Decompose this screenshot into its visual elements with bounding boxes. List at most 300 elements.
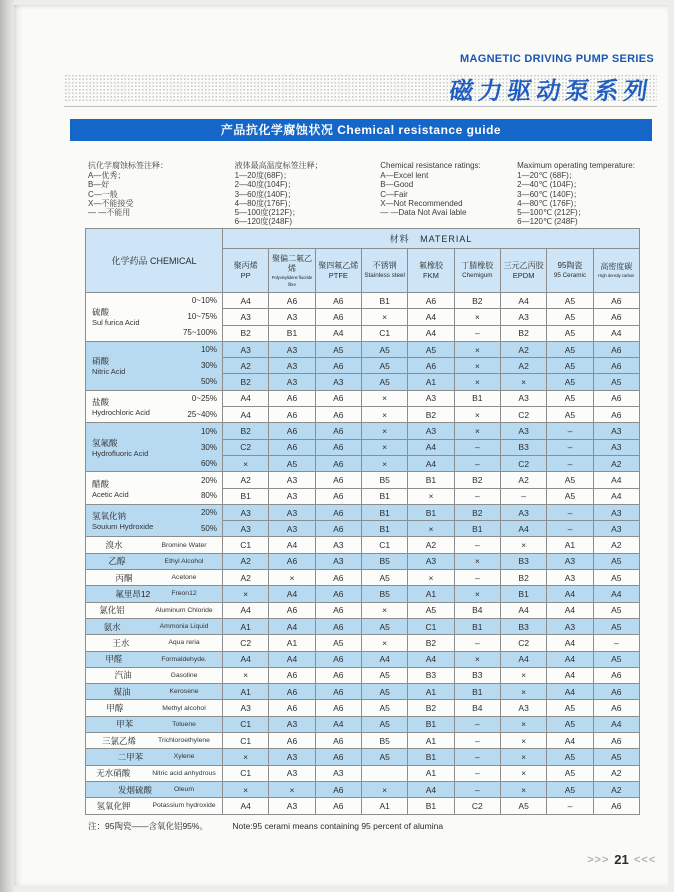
legend-item: 5—100度(212F)； — [234, 208, 300, 218]
chevrons-left-icon: <<< — [633, 853, 656, 866]
rating-cell: A4 — [547, 733, 593, 749]
chemical-name-cell — [86, 765, 223, 781]
rating-cell: A2 — [500, 341, 546, 357]
rating-cell: × — [454, 586, 500, 602]
chemical-name-cell — [86, 293, 223, 342]
table-row — [86, 733, 640, 749]
concentration-label: 10~75% — [187, 312, 217, 322]
chemical-name-en: Toluene — [172, 720, 196, 728]
rating-cell: A3 — [547, 618, 593, 634]
rating-cell: A3 — [315, 553, 361, 569]
rating-cell: B4 — [454, 602, 500, 618]
rating-cell: B2 — [408, 700, 454, 716]
concentration-label: 10% — [200, 426, 217, 436]
rating-cell: A5 — [361, 749, 407, 765]
rating-cell: A5 — [408, 341, 454, 357]
chemical-name-zh: 煤油 — [113, 686, 131, 697]
legend-item: — —Data Not Avai lable — [380, 208, 467, 218]
section-title-bar: 产品抗化学腐蚀状况 Chemical resistance guide — [70, 119, 652, 141]
rating-cell: C1 — [361, 537, 407, 553]
rating-cell: B1 — [454, 390, 500, 406]
rating-cell: × — [454, 374, 500, 390]
rating-cell: A6 — [269, 390, 315, 406]
rating-cell: × — [223, 749, 269, 765]
rating-cell: A5 — [547, 341, 593, 357]
chemical-name-en: Ethyl Alcohol — [164, 557, 204, 565]
chemical-name-zh: 溴水 — [105, 540, 123, 551]
rating-cell: × — [454, 341, 500, 357]
rating-cell: × — [500, 374, 546, 390]
rating-cell: A6 — [593, 798, 639, 814]
chemical-resistance-table — [85, 228, 640, 815]
legend-item: — —不能用 — [88, 208, 131, 218]
rating-cell: B1 — [269, 325, 315, 341]
rating-cell: – — [500, 488, 546, 504]
rating-cell: × — [454, 651, 500, 667]
rating-cell: – — [547, 521, 593, 537]
rating-cell: A5 — [547, 716, 593, 732]
rating-cell: B2 — [500, 570, 546, 586]
material-name-zh: 丁腈橡胶 — [461, 261, 494, 270]
chemical-name-en: Hydrofluoric Acid — [92, 448, 149, 458]
series-title-english: MAGNETIC DRIVING PUMP SERIES — [460, 53, 654, 65]
rating-cell: – — [593, 635, 639, 651]
rating-cell: C2 — [500, 407, 546, 423]
material-column-header — [361, 249, 407, 293]
rating-cell: – — [454, 635, 500, 651]
rating-cell — [361, 765, 407, 781]
concentration-label: 0~10% — [191, 296, 217, 306]
table-row — [86, 472, 640, 488]
rating-cell: A3 — [223, 504, 269, 520]
rating-cell: × — [454, 553, 500, 569]
rating-cell: A6 — [315, 570, 361, 586]
rating-cell: – — [454, 325, 500, 341]
legend-title: 液体最高温度标签注释； — [234, 161, 323, 170]
table-row — [86, 749, 640, 765]
table-row — [86, 570, 640, 586]
rating-cell: C1 — [223, 765, 269, 781]
rating-cell: A3 — [269, 716, 315, 732]
rating-cell: A2 — [500, 472, 546, 488]
material-name-en: Stainless steel — [364, 272, 405, 279]
rating-cell: A5 — [593, 570, 639, 586]
rating-cell: × — [361, 455, 407, 471]
chemical-name-en: Aluminum Chloride — [155, 606, 213, 614]
rating-cell: A6 — [593, 341, 639, 357]
table-row — [86, 716, 640, 732]
rating-cell: C1 — [223, 733, 269, 749]
rating-cell: × — [454, 423, 500, 439]
rating-cell: A1 — [547, 537, 593, 553]
chemical-name-en: Kerosene — [169, 688, 199, 696]
material-name-zh: 聚丙烯 — [233, 261, 258, 270]
table-row — [86, 293, 640, 309]
rating-cell: A5 — [547, 358, 593, 374]
halftone-dot-band — [64, 74, 657, 103]
chemical-name-zh: 氢氧化钠 — [92, 511, 127, 522]
rating-cell: A4 — [408, 651, 454, 667]
rating-cell: C1 — [408, 618, 454, 634]
material-name-zh: 不锈钢 — [372, 261, 397, 270]
rating-cell: B3 — [500, 553, 546, 569]
rating-cell: A4 — [223, 602, 269, 618]
concentration-label: 50% — [200, 377, 217, 387]
rating-cell: A2 — [593, 781, 639, 797]
legend-item: 2—40℃ (104F)； — [517, 180, 582, 190]
rating-cell: A1 — [408, 684, 454, 700]
chemical-name-en: Bromine Water — [161, 541, 207, 549]
chemical-name-cell — [86, 716, 223, 732]
table-row — [86, 684, 640, 700]
rating-cell: A5 — [361, 667, 407, 683]
chemical-name-en: Nitric Acid — [92, 367, 126, 377]
material-name-zh: 氟橡胶 — [418, 261, 443, 270]
material-column-header — [454, 249, 500, 293]
rating-cell: C1 — [223, 716, 269, 732]
chemical-name-zh: 三氯乙烯 — [102, 735, 137, 746]
concentration-list — [187, 391, 217, 423]
rating-cell: – — [454, 765, 500, 781]
rating-cell: A4 — [223, 798, 269, 814]
table-row — [86, 553, 640, 569]
rating-cell: A6 — [593, 667, 639, 683]
chemical-name-en: Aqua reria — [168, 639, 200, 647]
legend-item: B—好 — [88, 180, 110, 190]
chemical-name-en: Souium Hydroxide — [92, 522, 154, 532]
rating-cell: A6 — [593, 407, 639, 423]
concentration-label: 50% — [200, 524, 217, 534]
legend-item: A—优秀； — [88, 171, 126, 181]
rating-cell: A6 — [269, 602, 315, 618]
rating-cell: B5 — [361, 472, 407, 488]
concentration-list — [183, 293, 217, 341]
chemical-name-zh: 氨水 — [103, 621, 121, 632]
footnote-chinese: 注：95陶瓷——含氧化铝95%。 — [88, 821, 208, 831]
rating-cell: A4 — [547, 635, 593, 651]
rating-cell: A5 — [547, 407, 593, 423]
rating-cell: B1 — [223, 488, 269, 504]
rating-cell: A5 — [547, 765, 593, 781]
series-title-chinese: 磁力驱动泵系列 — [447, 77, 655, 105]
rating-cell: A6 — [593, 684, 639, 700]
chemical-name-zh: 盐酸 — [92, 397, 110, 408]
rating-cell: A4 — [223, 407, 269, 423]
rating-cell: A3 — [269, 521, 315, 537]
chemical-name-cell — [86, 341, 223, 390]
rating-cell: × — [500, 716, 546, 732]
rating-cell: A6 — [315, 602, 361, 618]
rating-cell: B1 — [454, 618, 500, 634]
rating-cell: A6 — [593, 390, 639, 406]
material-name-zh: 95陶瓷 — [557, 261, 583, 270]
rating-cell: A4 — [269, 537, 315, 553]
concentration-label: 10% — [200, 345, 217, 355]
rating-cell: A3 — [500, 700, 546, 716]
rating-cell: A4 — [361, 651, 407, 667]
rating-cell: A4 — [593, 325, 639, 341]
rating-cell: × — [500, 781, 546, 797]
rating-cell: B3 — [500, 439, 546, 455]
material-name-en: High density carbon — [598, 273, 635, 278]
chemical-name-zh: 氟里昂12 — [115, 588, 151, 599]
rating-cell: A4 — [408, 781, 454, 797]
rating-cell: A6 — [593, 700, 639, 716]
rating-cell: A3 — [408, 553, 454, 569]
chemical-name-zh: 氯化铝 — [99, 605, 125, 616]
rating-cell: A4 — [593, 472, 639, 488]
rating-cell: A6 — [315, 586, 361, 602]
rating-cell: A5 — [361, 570, 407, 586]
legend-item: 1—20度(68F)； — [234, 171, 292, 181]
rating-cell: A6 — [315, 455, 361, 471]
rating-cell: A6 — [315, 667, 361, 683]
concentration-list — [201, 423, 217, 471]
rating-cell: A4 — [223, 651, 269, 667]
concentration-label: 0~25% — [191, 394, 217, 404]
chemical-name-cell — [86, 798, 223, 814]
chemical-name-en: Acetone — [171, 574, 197, 582]
rating-cell: B1 — [408, 749, 454, 765]
legend-item: X—不能接受 — [88, 198, 134, 208]
rating-cell: A6 — [408, 293, 454, 309]
rating-cell: A5 — [361, 618, 407, 634]
rating-cell: A3 — [315, 765, 361, 781]
legend-item: 3—60℃ (140F)； — [517, 189, 582, 199]
chemical-name-cell — [86, 781, 223, 797]
table-row — [86, 700, 640, 716]
chemical-name-zh: 硫酸 — [92, 307, 110, 318]
chemical-name-en: Nitric acid anhydrous — [152, 769, 216, 777]
rating-cell: A5 — [315, 341, 361, 357]
concentration-label: 20% — [200, 508, 217, 518]
chemical-name-cell — [86, 651, 223, 667]
rating-cell: A3 — [269, 472, 315, 488]
rating-cell: A6 — [315, 423, 361, 439]
rating-cell: A5 — [547, 488, 593, 504]
chemical-name-zh: 氢氟酸 — [92, 437, 118, 448]
rating-cell: – — [454, 716, 500, 732]
legend-ratings-zh — [88, 161, 235, 226]
legend-item: 6—120度(248F) — [234, 217, 292, 227]
chemical-name-en: Oleum — [173, 786, 195, 794]
rating-cell: B1 — [408, 716, 454, 732]
rating-cell: A4 — [269, 586, 315, 602]
rating-cell: A3 — [269, 374, 315, 390]
rating-cell: A5 — [500, 798, 546, 814]
chemical-name-zh: 汽油 — [114, 670, 132, 681]
rating-cell: A2 — [223, 472, 269, 488]
rating-cell: – — [454, 455, 500, 471]
rating-cell: A4 — [500, 651, 546, 667]
rating-cell: A6 — [593, 733, 639, 749]
rating-cell: A4 — [408, 439, 454, 455]
material-group-header: 材料 MATERIAL — [223, 229, 640, 249]
legend-item: A—Excel lent — [380, 171, 429, 181]
material-column-header — [593, 249, 639, 293]
rating-cell: A6 — [269, 423, 315, 439]
rating-cell: A6 — [315, 293, 361, 309]
rating-cell: × — [500, 537, 546, 553]
rating-cell: A6 — [593, 293, 639, 309]
chemical-name-zh: 发烟硫酸 — [117, 784, 152, 795]
table-row — [86, 618, 640, 634]
rating-cell: A4 — [223, 390, 269, 406]
rating-cell: B1 — [454, 684, 500, 700]
rating-cell: × — [269, 781, 315, 797]
concentration-label: 80% — [200, 491, 217, 501]
legend-ratings-en — [380, 161, 517, 226]
concentration-label: 30% — [200, 361, 217, 371]
rating-cell: × — [361, 635, 407, 651]
rating-cell: – — [454, 488, 500, 504]
concentration-list — [201, 505, 217, 537]
rating-cell: × — [223, 781, 269, 797]
rating-cell: A1 — [223, 618, 269, 634]
chemical-name-zh: 乙醇 — [108, 556, 126, 567]
rating-cell: A3 — [269, 309, 315, 325]
rating-cell: × — [361, 390, 407, 406]
footnote — [88, 820, 443, 832]
rating-cell: A3 — [547, 570, 593, 586]
rating-cell: A2 — [223, 553, 269, 569]
rating-cell: B5 — [361, 553, 407, 569]
chemical-name-zh: 甲醛 — [105, 654, 123, 665]
chemical-name-cell — [86, 684, 223, 700]
rating-cell: – — [454, 570, 500, 586]
chemical-name-en: Formaldehyde. — [161, 655, 207, 663]
rating-cell: A6 — [315, 358, 361, 374]
chemical-name-en: Freon12 — [171, 590, 197, 598]
material-name-en: PTFE — [328, 271, 348, 280]
rating-cell: – — [454, 537, 500, 553]
rating-cell: C2 — [500, 635, 546, 651]
material-name-en: FKM — [423, 271, 439, 280]
rating-cell: A6 — [315, 798, 361, 814]
rating-cell: A5 — [269, 455, 315, 471]
rating-cell: A5 — [547, 781, 593, 797]
rating-cell: A6 — [315, 618, 361, 634]
concentration-label: 60% — [200, 458, 217, 468]
rating-cell: – — [547, 439, 593, 455]
material-column-header — [547, 249, 593, 293]
chemical-name-cell — [86, 423, 223, 472]
rating-cell: A3 — [500, 423, 546, 439]
chemical-name-zh: 甲苯 — [116, 719, 134, 730]
chemical-name-cell — [86, 553, 223, 569]
rating-cell: B2 — [223, 423, 269, 439]
rating-cell: A5 — [593, 618, 639, 634]
rating-cell: B3 — [454, 667, 500, 683]
concentration-label: 30% — [200, 442, 217, 452]
table-row — [86, 586, 640, 602]
rating-cell: B1 — [408, 472, 454, 488]
rating-cell: A6 — [269, 407, 315, 423]
table-row — [86, 798, 640, 814]
rating-cell: A6 — [315, 407, 361, 423]
legend-item: X—Not Recommended — [380, 198, 463, 208]
rating-cell: A2 — [408, 537, 454, 553]
rating-cell: – — [454, 439, 500, 455]
concentration-list — [201, 342, 217, 390]
rating-cell: A5 — [361, 700, 407, 716]
rating-cell: × — [223, 667, 269, 683]
rating-cell: A6 — [315, 390, 361, 406]
rating-cell: A6 — [315, 309, 361, 325]
material-name-zh: 聚四氟乙烯 — [318, 261, 359, 270]
rating-cell: A3 — [269, 488, 315, 504]
rating-cell: A1 — [408, 733, 454, 749]
rating-cell: A4 — [547, 667, 593, 683]
rating-cell: A6 — [593, 358, 639, 374]
legend-title: Chemical resistance ratings: — [380, 161, 481, 170]
chemical-name-en: Methyl alcohol — [162, 704, 206, 712]
rating-cell: A5 — [408, 602, 454, 618]
rating-cell: A1 — [408, 374, 454, 390]
rating-cell: × — [361, 423, 407, 439]
table-row — [86, 423, 640, 439]
rating-cell: × — [408, 488, 454, 504]
rating-cell: × — [454, 358, 500, 374]
rating-cell: A5 — [547, 700, 593, 716]
table-row — [86, 765, 640, 781]
chemical-name-cell — [86, 635, 223, 651]
rating-cell: A4 — [547, 602, 593, 618]
legend-item: 3—60度(140F)； — [234, 189, 296, 199]
rating-cell: A4 — [547, 684, 593, 700]
rating-cell: A4 — [593, 716, 639, 732]
material-name-zh: 三元乙丙胶 — [503, 261, 544, 270]
resistance-table-body — [86, 293, 640, 815]
rating-cell: A2 — [593, 537, 639, 553]
rating-cell: × — [500, 684, 546, 700]
rating-cell: C2 — [454, 798, 500, 814]
table-row — [86, 781, 640, 797]
rating-cell: – — [547, 798, 593, 814]
rating-cell: A5 — [361, 374, 407, 390]
rating-cell: A5 — [547, 293, 593, 309]
rating-cell: B5 — [361, 586, 407, 602]
rating-cell: – — [454, 749, 500, 765]
chemical-name-cell — [86, 586, 223, 602]
rating-cell: A5 — [315, 635, 361, 651]
material-name-en: PP — [240, 271, 251, 280]
legend-item: 4—80度(176F)； — [234, 198, 296, 208]
rating-cell: A6 — [315, 749, 361, 765]
rating-cell: A5 — [593, 374, 639, 390]
legend-item: C—Fair — [380, 189, 408, 199]
concentration-label: 20% — [200, 475, 217, 485]
rating-cell: × — [408, 521, 454, 537]
chemical-name-zh: 硝酸 — [92, 356, 110, 367]
legend-block — [88, 161, 654, 226]
rating-cell: – — [547, 423, 593, 439]
rating-cell: B1 — [361, 293, 407, 309]
rating-cell: A2 — [500, 358, 546, 374]
rating-cell: A3 — [408, 423, 454, 439]
legend-temperature-en — [517, 161, 654, 226]
rating-cell: A5 — [547, 309, 593, 325]
rating-cell: A4 — [408, 455, 454, 471]
rating-cell: A4 — [500, 521, 546, 537]
rating-cell: × — [408, 570, 454, 586]
rating-cell: A1 — [361, 798, 407, 814]
chemical-name-en: Xylene — [173, 753, 195, 761]
rating-cell: A4 — [593, 586, 639, 602]
rating-cell: A5 — [547, 472, 593, 488]
rating-cell: × — [361, 309, 407, 325]
rating-cell: A6 — [315, 439, 361, 455]
